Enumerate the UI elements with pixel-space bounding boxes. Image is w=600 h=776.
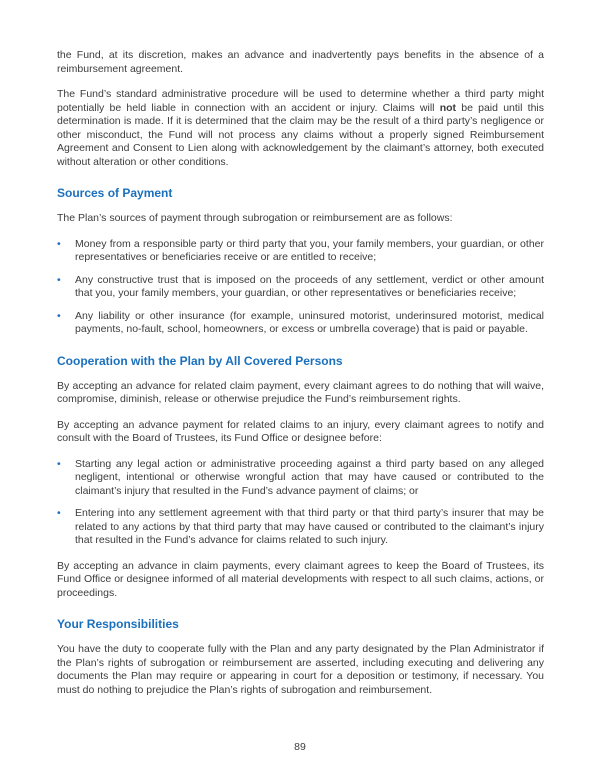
paragraph-continuation: the Fund, at its discretion, makes an advance and inadvertently pays benefits in the absence of a reimbursement agreement.	[57, 49, 544, 75]
paragraph-responsibilities: You have the duty to cooperate fully with the Plan and any party designated by the Plan Administrator if the Plan’s rights of subrogation or reimbursement are asserted, including executing and delivering any documents the Plan may require or appearing in court for a deposition or testimony, if necessary. You must do nothing to prejudice the Plan’s rights of subrogation and reimbursement.	[57, 643, 544, 696]
bullet-text: Any liability or other insurance (for example, uninsured motorist, underinsured motorist, medical payments, no-fault, school, homeowners, or excess or umbrella coverage) that is paid or payable.	[75, 309, 544, 335]
page-number: 89	[294, 741, 306, 753]
bullet-text: Entering into any settlement agreement with that third party or that third party’s insurer that may be related to any actions by that third party that may have caused or contributed to the claimant’s injury that resulted in the Fund’s advance for claims related to such injury.	[75, 507, 544, 546]
list-item	[57, 507, 544, 548]
list-item	[57, 238, 544, 265]
bold-text-run: not	[439, 101, 457, 114]
list-item	[57, 310, 544, 337]
bullet-icon: •	[57, 507, 61, 519]
heading-cooperation: Cooperation with the Plan by All Covered Persons	[57, 353, 343, 368]
cooperation-bullet-list	[57, 458, 544, 548]
heading-sources-of-payment: Sources of Payment	[57, 186, 173, 200]
bullet-text: Starting any legal action or administrative proceeding against a third party based on any alleged negligent, intentional or otherwise wrongful action that may have caused or contributed to the claimant’s injury that resulted in the Fund’s advance payment of claims; or	[75, 457, 544, 497]
bullet-icon: •	[57, 237, 61, 250]
bullet-text: Any constructive trust that is imposed on the proceeds of any settlement, verdict or other amount that you, your family members, your guardian, or other representatives or beneficiaries receive;	[75, 273, 544, 299]
paragraph-cooperation-1: By accepting an advance for related claim payment, every claimant agrees to do nothing that will waive, compromise, diminish, release or otherwise prejudice the Fund’s reimbursement rights.	[57, 379, 544, 405]
bullet-icon: •	[57, 457, 61, 470]
list-item	[57, 274, 544, 301]
list-item	[57, 458, 544, 499]
bullet-icon: •	[57, 273, 61, 286]
paragraph-cooperation-3: By accepting an advance in claim payments, every claimant agrees to keep the Board of Trustees, its Fund Office or designee informed of all material developments with respect to all such claims, actions, or proceedings.	[57, 559, 544, 599]
bullet-icon: •	[57, 309, 61, 322]
document-content	[57, 49, 544, 709]
paragraph-admin-procedure	[57, 88, 544, 169]
heading-your-responsibilities: Your Responsibilities	[57, 617, 179, 631]
bullet-text: Money from a responsible party or third party that you, your family members, your guardian, or other representatives or beneficiaries receive or are entitled to receive;	[75, 237, 544, 263]
page-footer	[0, 741, 600, 753]
paragraph-sources-intro: The Plan’s sources of payment through subrogation or reimbursement are as follows:	[57, 212, 453, 224]
text-run: The Fund’s standard administrative procedure will be used to determine whether a third party might potentially be held liable in connection with an accident or injury. Claims will	[57, 88, 544, 114]
text-run: be paid until this determination is made. If it is determined that the claim may be the result of a third party’s negligence or other misconduct, the Fund will not process any claims without a properly signed Reimbursement Agreement and Consent to Lien along with acknowledgement by the claimant’s attorney, both executed without alteration or other conditions.	[57, 101, 544, 168]
sources-bullet-list	[57, 238, 544, 337]
paragraph-cooperation-2: By accepting an advance payment for related claims to an injury, every claimant agrees to notify and consult with the Board of Trustees, its Fund Office or designee before:	[57, 418, 544, 444]
